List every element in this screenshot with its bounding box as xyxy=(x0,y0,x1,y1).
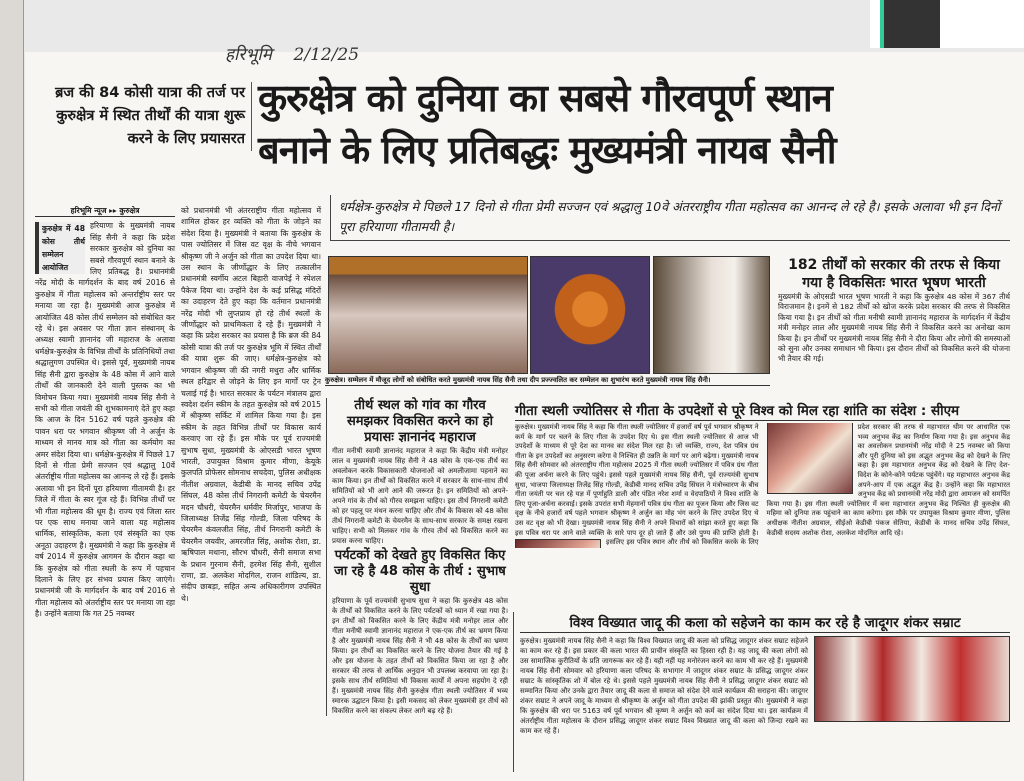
gita-story xyxy=(515,423,1010,548)
sudha-text: हरियाणा के पूर्व राज्यमंत्री सुभाष सुधा ने कहा कि कुरुक्षेत्र 48 कोस के तीर्थों को विकसित करने के लिए पर्यटकों को ध्यान में रखा गया है। इन तीर्थों को विकसित करने के लिए केंद्रीय मंत्री मनोहर लाल और गीता मनीषी स्वामी ज्ञानानंद महाराज ने एक-एक तीर्थ का भ्रमण किया है और मुख्यमंत्री नायब सिंह सैनी ने भी 48 कोस के तीर्थों का भ्रमण किया। इन तीर्थों का विकसित करने के लिए योजना तैयार की गई है और इस योजना के तहत तीर्थों को विकसित किया जा रहा है और सरकार की तरफ से आर्थिक अनुदान भी उपलब्ध करवाया जा रहा है। इसके साथ तीर्थ समितियां भी विकास कार्यों में अपना सहयोग दे रही हैं। मुख्यमंत्री नायब सिंह सैनी कुरुक्षेत्र गीता स्थली ज्योतिसर में भव्य स्मारक उद्घाटन किया है। इसी मकसद को लेकर मुख्यमंत्री हर तीर्थ को विकसित करने का संकल्प लेकर आगे बढ़ रहे हैं। xyxy=(332,597,508,715)
callout-box: कुरुक्षेत्र में 48 कोस तीर्थ सम्मेलन आयोजित xyxy=(35,222,85,274)
byline: हरिभूमि न्यूज ▸▸ कुरुक्षेत्र xyxy=(35,205,175,217)
side-story-headline: 182 तीर्थों को सरकार की तरफ से किया गया है विकसितः भारत भूषण भारती xyxy=(788,257,1000,291)
clipping-date: 2/12/25 xyxy=(293,45,360,65)
headline-line-2: बनाने के लिए प्रतिबद्धः मुख्यमंत्री नायब सैनी xyxy=(258,128,836,172)
side-story-text: मुख्यमंत्री के ओएसडी भारत भूषण भारती ने कहा कि कुरुक्षेत्र 48 कोस में 367 तीर्थ विराजमान है। इनमें से 182 तीर्थों को खोज करके प्रदेश सरकार की तरफ से विकसित किया गया है। इन तीर्थों को गीता मनीषी स्वामी ज्ञानानंद महाराज के मार्गदर्शन में केंद्रीय मंत्री मनोहर लाल और मुख्यमंत्री नायब सिंह सैनी ने विकसित करने का अनोखा काम किया है। इन तीर्थों पर मुख्यमंत्री नायब सिंह सैनी ने दौरा किया और लोगों की समस्याओं को सुना और उनका समाधान भी किया। इस दौरान तीर्थों को विकसित करने की योजना भी तैयार की गई। xyxy=(778,292,1010,364)
source-name: हरिभूमि xyxy=(225,45,272,65)
gita-story-text-bottom: लिए देश-विदेश के कोने-कोने पर्यटक पहुंचेंगे। यह महाभारत अनुभव केंद्र अपने-आप में एक अद्भुत केंद्र है। उन्होंने कहा कि महाभारत अनुभव केंद्र को प्रधानमंत्री नरेंद्र मोदी द्वारा आमजन को समर्पित किया गया है। इस गीता स्थली ज्योतिसर में बना महाभारत अनुभव केंद्र निश्चित ही कुरुक्षेत्र की महिमा को दुनिया तक पहुंचाने का काम करेगा। इस मौके पर उपायुक्त विश्राम कुमार मीणा, पुलिस अधीक्षक नीतीश अग्रवाल, सीईओ केडीबी पंकज सेतिया, केडीबी के मानद सचिव उपेंद्र सिंघल, केडीबी सदस्य अशोक रोशा, अलकेश मोदगिल आदि रहे। xyxy=(766,461,1010,537)
gyananand-story xyxy=(326,398,508,716)
adjacent-clipping-edge xyxy=(0,0,24,781)
gyananand-text: गीता मनीषी स्वामी ज्ञानानंद महाराज ने कहा कि केंद्रीय मंत्री मनोहर लाल व मुख्यमंत्री नायब सिंह सैनी ने 48 कोस के एक-एक तीर्थ का अवलोकन करके विकासकारी योजनाओं को अमलीजामा पहनाने का काम किया। इन तीर्थों को विकसित करने में सरकार के साथ-साथ तीर्थ समितियों को भी आगे आने की जरूरत है। इन समितियों को अपने-अपने गांव के तीर्थ को गौरव समझना चाहिए। इस तीर्थ निगरानी कमेटी को हर पहलू पर मंथन करना चाहिए और तीर्थ के विकास को 48 कोस तीर्थ निगरानी कमेटी के चेयरमैन के साथ-साथ सरकार के समक्ष रखना चाहिए। सभी को मिलकर गांव के गौरव तीर्थ को विकसित करने का प्रयास करना चाहिए। xyxy=(332,447,508,545)
gita-story-headline: गीता स्थली ज्योतिसर से गीता के उपदेशों से पूरे विश्व को मिल रहा शांति का संदेश : सीएम xyxy=(515,402,1010,421)
background-object xyxy=(870,0,1024,48)
chief-minister-speaking-photo xyxy=(530,256,650,374)
sudha-headline: पर्यटकों को देखते हुए विकसित किए जा रहे है 48 कोस के तीर्थ : सुभाष सुधा xyxy=(334,548,506,595)
main-headline xyxy=(258,72,1018,176)
lamp-lighting-photo xyxy=(653,256,770,374)
subheadline: ब्रज की 84 कोसी यात्रा की तर्ज पर कुरुक्षेत्र में स्थित तीर्थों की यात्रा शुरू करने के लिए प्रयासरत xyxy=(40,82,252,151)
photo-caption: कुरुक्षेत्र। सम्मेलन में मौजूद लोगों को संबोधित करते मुख्यमंत्री नायब सिंह सैनी तथा दीप प्रज्ज्वलित कर सम्मेलन का शुभारंभ करते मुख्यमंत्री नायब सिंह सैनी। xyxy=(325,376,770,386)
gita-story-text-right: के लिए प्रदेश सरकार की तरफ से महाभारत थीम पर आधारित एक भव्य अनुभव केंद्र का निर्माण किया गया है। इस अनुभव केंद्र का अवलोकन प्रधानमंत्री नरेंद्र मोदी ने 25 नवम्बर को किया और पूरी दुनिया को इस अद्भुत अनुभव केंद्र को देखने के लिए कहा है। इस महाभारत अनुभव केंद्र को देखने के xyxy=(740,423,1010,547)
main-story-text: हरियाणा के मुख्यमंत्री नायब सिंह सैनी ने कहा कि प्रदेश सरकार कुरुक्षेत्र को दुनिया का सबसे गौरवपूर्ण स्थान बनाने के लिए प्रतिबद्ध है। प्रधानमंत्री नरेंद्र मोदी के मार्गदर्शन के बाद वर्ष 2016 से कुरुक्षेत्र में गीता महोत्सव को अन्तर्राष्ट्रीय स्तर पर मनाया जा रहा है। मुख्यमंत्री आज कुरुक्षेत्र में आयोजित 48 कोस तीर्थ सम्मेलन को संबोधित कर रहे थे। इस अवसर पर गीता ज्ञान संस्थानम् के अध्यक्ष स्वामी ज्ञानानंद जी महाराज के अलावा धर्मक्षेत्र-कुरुक्षेत्र के विभिन्न तीर्थों के प्रतिनिधियों तथा श्रद्धालुगण उपस्थित थे। इससे पूर्व, मुख्यमंत्री नायब सिंह सैनी द्वारा कुरुक्षेत्र के 48 कोस में आने वाले तीर्थों की जानकारी देने वाली पुस्तक का भी विमोचन किया गया। मुख्यमंत्री नायब सिंह सैनी ने सभी को गीता जयंती की शुभकामनाएं देते हुए कहा कि आज के दिन 5162 वर्ष पहले कुरुक्षेत्र की पावन धरा पर भगवान श्रीकृष्ण जी ने अर्जुन के माध्यम से मानव मात्र को गीता का कर्मयोग का अमर संदेश दिया था। धर्मक्षेत्र-कुरुक्षेत्र में पिछले 17 दिनों से गीता प्रेमी सज्जन एवं श्रद्धालु 10वें अंतर्राष्ट्रीय गीता महोत्सव का आनन्द ले रहे हैं। इसके अलावा भी इन दिनों पूरा हरियाणा गीतामयी है। हर जिले में गीता के स्वर गूंज रहे हैं। विभिन्न तीर्थों पर भी गीता महोत्सव की धूम है। राज्य एवं जिला स्तर पर एक साथ मनाया जाने वाला यह महोत्सव धार्मिक, सांस्कृतिक, कला एवं संस्कृति का एक अनूठा उदाहरण है। मुख्यमंत्री ने कहा कि कुरुक्षेत्र में वर्ष 2014 में कुरुक्षेत्र आगमन के दौरान कहा था कि कुरुक्षेत्र को गीता स्थली के रूप में पहचान दिलाने के लिए हर संभव प्रयास किए जाएंगे। प्रधानमंत्री जी के मार्गदर्शन के बाद वर्ष 2016 से गीता महोत्सव को अंतर्राष्ट्रीय स्तर पर मनाया जा रहा है। उन्होंने बताया कि गत 25 नवम्बर xyxy=(35,221,175,619)
main-story-column-2: को प्रधानमंत्री भी अंतरराष्ट्रीय गीता महोत्सव में शामिल होकर हर व्यक्ति को गीता के जोड़ने का संदेश दिया है। मुख्यमंत्री ने बताया कि कुरुक्षेत्र के पास ज्योतिसर में जिस वट वृक्ष के नीचे भगवान श्रीकृष्ण जी ने अर्जुन को गीता का उपदेश दिया था। उस स्थान के जीर्णोद्धार के लिए तत्कालीन प्रधानमंत्री स्वर्गीय अटल बिहारी वाजपेई ने स्पेशल पैकेज दिया था। उन्होंने देश के कई प्रसिद्ध मंदिरों का उदाहरण देते हुए कहा कि वर्तमान प्रधानमंत्री नरेंद्र मोदी भी लुप्तप्राय हो रहे तीर्थ स्थलों के जीर्णोद्धार को प्राथमिकता दे रहे हैं। मुख्यमंत्री ने कहा कि प्रदेश सरकार का प्रयास है कि ब्रज की 84 कोसी यात्रा की तर्ज पर कुरुक्षेत्र भूमि में स्थित तीर्थों की यात्रा शुरू की जाए। धर्मक्षेत्र-कुरुक्षेत्र को भगवान श्रीकृष्ण जी की नगरी मथुरा और धार्मिक स्थल हरिद्वार से जोड़ने के लिए इन मार्गों पर ट्रेन चलाई गई है। भारत सरकार के पर्यटन मंत्रालय द्वारा स्वदेश दर्शन स्कीम के तहत कुरुक्षेत्र को वर्ष 2015 में श्रीकृष्ण सर्किट में शामिल किया गया है। इस स्कीम के तहत विभिन्न तीर्थों पर विकास कार्य करवाए जा रहे हैं। इस मौके पर पूर्व राज्यमंत्री सुभाष सुधा, मुख्यमंत्री के ओएसडी भारत भूषण भारती, उपायुक्त विश्राम कुमार मीणा, केयूके कुलपति प्रोफेसर सोमनाथ सचदेवा, पुलिस अधीक्षक नीतीश अग्रवाल, केडीबी के मानद सचिव उपेंद्र सिंघल, 48 कोस तीर्थ निगरानी कमेटी के चेयरमैन मदन चौधरी, चेयरमैन धर्मवीर मिर्जापुर, भाजपा के जिलाध्यक्ष तिजेंद्र सिंह गोल्डी, जिला परिषद के चेयरमैन कंवलजीत सिंह, तीर्थ निगरानी कमेटी के चेयरमैन जयवीर, अमरजीत सिंह, अशोक रोशा, डा. ऋषिपाल मथाना, सौरभ चौधरी, सैनी समाज सभा के प्रधान गुरनाम सैनी, हरमेश सिंह सैनी, सुशील राणा, डा. अलकेश मोदगिल, राजन शांडिल्य, डा. संदीप छाबड़ा, सहित अन्य अधिकारीगण उपस्थित थे। xyxy=(181,206,321,603)
conference-audience-photo xyxy=(328,256,528,374)
gita-story-text: कुरुक्षेत्र। मुख्यमंत्री नायब सिंह ने कहा कि गीता स्थली ज्योतिसर में हजारों वर्ष पूर्व भगवान श्रीकृष्ण ने कर्म के मार्ग पर चलने के लिए गीता के उपदेश दिए थे। इस गीता स्थली ज्योतिसर से आज भी उपदेशों के माध्यम से पूरे देश का मानव का संदेश मिल रहा है। जो व्यक्ति, राज्य, देश पवित्र ग्रंथ गीता के इन उपदेशों का अनुसरण करेगा वे निश्चित ही उन्नति के मार्ग पर आगे बढ़ेगा। मुख्यमंत्री नायब सिंह सैनी सोमवार को अंतरराष्ट्रीय गीता महोत्सव 2025 में गीता स्थली ज्योतिसर में पवित्र ग्रंथ गीता की पूजा अर्चना करने के लिए पहुंचे। इससे पहले मुख्यमंत्री नायब सिंह सैनी, पूर्व राज्यमंत्री सुभाष सुधा, भाजपा जिलाध्यक्ष तिजेंद्र सिंह गोल्डी, केडीबी मानद सचिव उपेंद्र सिंघल ने मंत्रोच्चारण के बीच गीता जयंती पर चल रहे यज्ञ में पूर्णाहुति डाली और पंडित नरेश शर्मा व वेदपाठियों ने विश्व शांति के लिए पूजा-अर्चना करवाई। इसके उपरांत सभी मेहमानों पवित्र ग्रंथ गीता का पूजन किया और जिस वट वृक्ष के नीचे हजारों वर्ष पहले भगवान श्रीकृष्ण ने अर्जुन का मोह भंग करने के लिए उपदेश दिए थे उस वट वृक्ष को भी देखा। मुख्यमंत्री नायब सिंह सैनी ने अपने विचारों को सांझा करते हुए कहा कि इस पवित्र धरा पर आने वाले व्यक्ति के सारे पाप दूर हो जाते हैं और उसे पुण्य की प्राप्ति होती है। इसलिए इस पवित्र स्थान और तीर्थ को विकसित करके xyxy=(515,423,759,547)
intro-deck: धर्मक्षेत्र-कुरुक्षेत्र मे पिछले 17 दिनो से गीता प्रेमी सज्जन एवं श्रद्धालु 10वे अंतरराष्ट्रीय गीता महोत्सव का आनन्द ले रहे है। इसके अलावा भी इन दिनों पूरा हरियाणा गीतामयी है। xyxy=(330,195,1010,241)
magic-story-headline: विश्व विख्यात जादू की कला को सहेजने का काम कर रहे है जादूगर शंकर सम्राट xyxy=(520,614,1010,633)
magic-story xyxy=(520,636,1010,736)
magic-story-text: कुरुक्षेत्र। मुख्यमंत्री नायब सिंह सैनी ने कहा कि विश्व विख्यात जादू की कला को प्रसिद्ध जादूगर शंकर सम्राट सहेजने का काम कर रहे हैं। इस प्रकार की कला भारत की प्राचीन संस्कृति का हिस्सा रही है। यह जादू की कला लोगों को उस सामाजिक कुरीतियों के प्रति जागरूक कर रहे हैं। यही नहीं यह मनोरंजन करने का काम भी कर रहे हैं। मुख्यमंत्री नायब सिंह सैनी सोमवार को हरियाणा कला परिषद के सभागार में जादूगर शंकर सम्राट के प्रसिद्ध जादूगर शंकर सम्राट के सांस्कृतिक शो में बोल रहे थे। इससे पहले मुख्यमंत्री नायब सिंह सैनी ने प्रसिद्ध जादूगर शंकर सम्राट को सम्मानित किया और उनके द्वारा तैयार जादू की कला से समाज को संदेश देने वाले कार्यक्रम की सराहना की। जादूगर शंकर सम्राट ने अपने जादू के माध्यम से श्रीकृष्ण के अर्जुन को गीता उपदेश की झांकी प्रस्तुत की। मुख्यमंत्री ने कहा कि कुरुक्षेत्र की धरा पर 5163 वर्ष पूर्व भगवान श्री कृष्ण ने अर्जुन को कर्म का संदेश दिया था। इस कार्यक्रम में अंतर्राष्ट्रीय गीता महोत्सव के दौरान प्रसिद्ध जादूगर शंकर सम्राट विश्व विख्यात जादू की कला को जिन्दा रखने का काम कर रहे हैं। xyxy=(520,637,808,735)
gyananand-headline: तीर्थ स्थल को गांव का गौरव समझकर विकसित करने का हो प्रयासः ज्ञानानंद महाराज xyxy=(346,398,494,445)
magician-felicitation-photo xyxy=(814,636,1010,722)
main-story-column-1 xyxy=(35,205,175,620)
side-story xyxy=(778,256,1010,365)
divider xyxy=(513,612,515,772)
headline-line-1: कुरुक्षेत्र को दुनिया का सबसे गौरवपूर्ण स्थान xyxy=(258,76,832,120)
handwritten-source-note xyxy=(225,42,359,65)
